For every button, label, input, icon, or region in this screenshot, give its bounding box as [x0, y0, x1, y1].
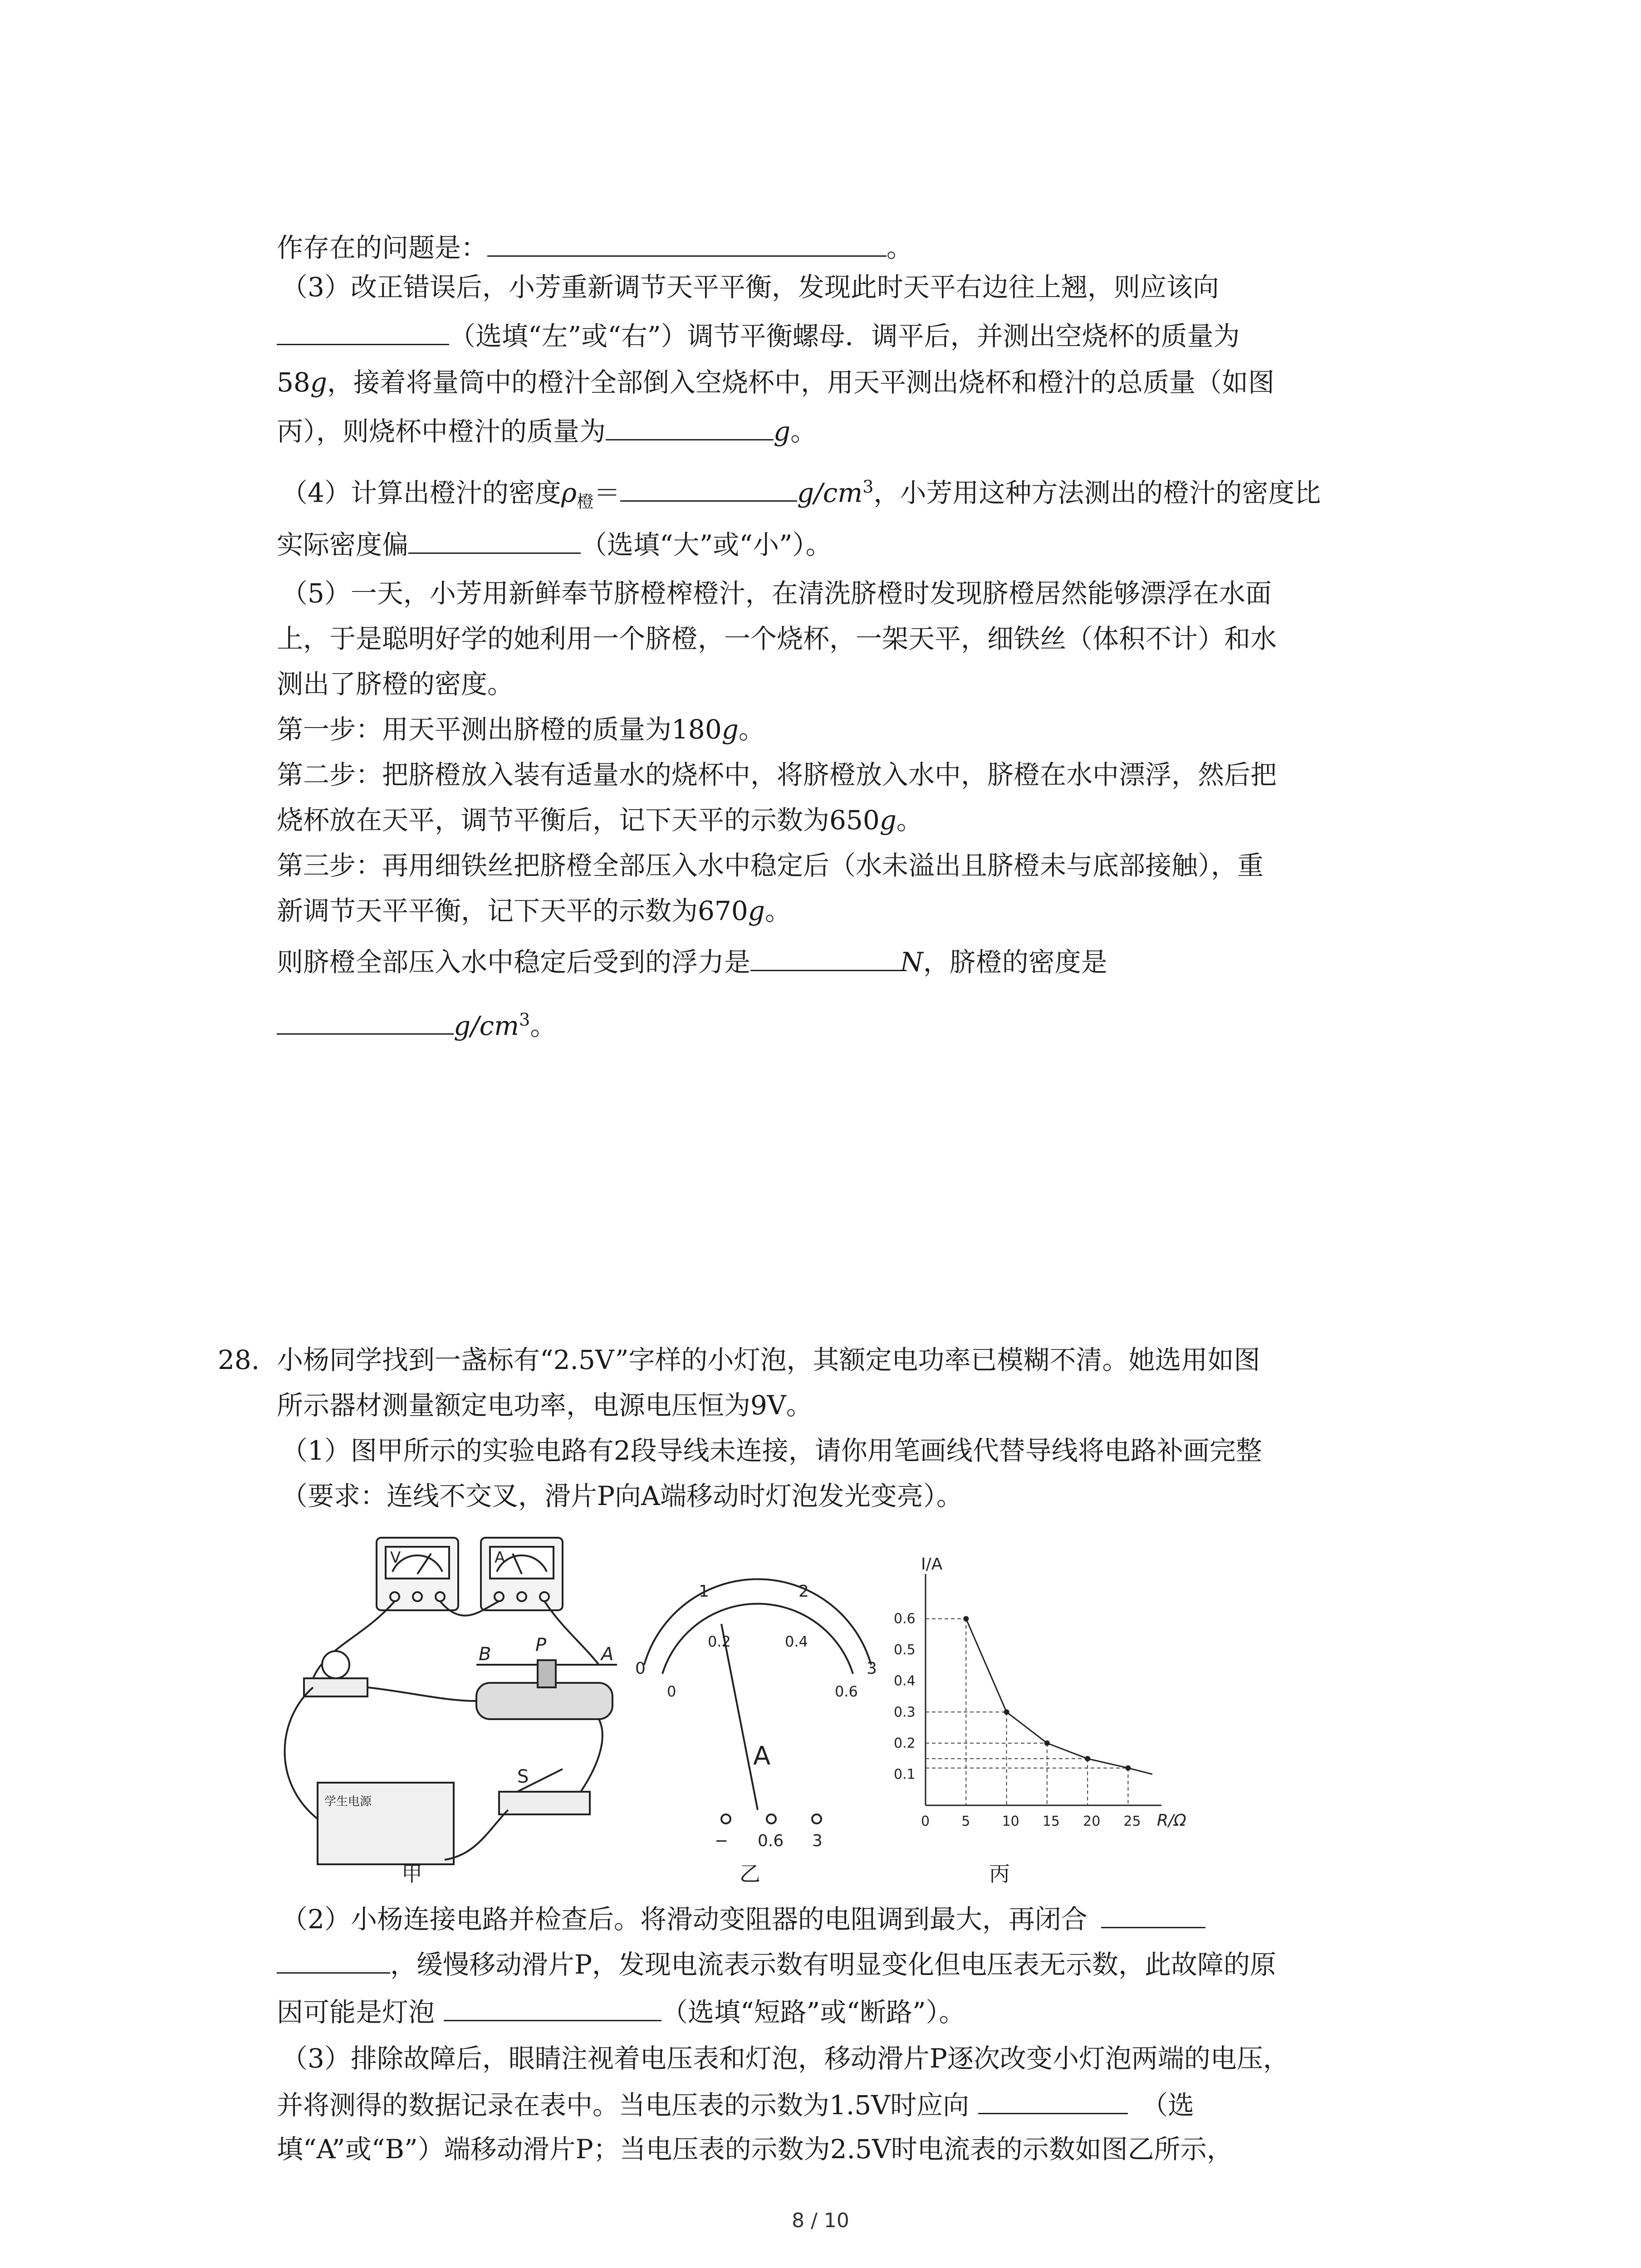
- answer-blank[interactable]: [606, 413, 774, 440]
- y-axis-label: I/A: [921, 1555, 943, 1574]
- q28-line-4: （要求：连线不交叉，滑片P向A端移动时灯泡发光变亮）。: [281, 1481, 963, 1511]
- ammeter-label: A: [495, 1549, 505, 1567]
- dial-unit: A: [753, 1741, 771, 1771]
- q27-line-16: 则脐橙全部压入水中稳定后受到的浮力是 N，脐橙的密度是: [277, 943, 1107, 979]
- caption-yi: 乙: [740, 1862, 760, 1886]
- q27-line-4: 58g，接着将量筒中的橙汁全部倒入空烧杯中，用天平测出烧杯和橙汁的总质量（如图: [277, 367, 1274, 398]
- q28-line-9: 并将测得的数据记录在表中。当电压表的示数为1.5V时应向 （选: [277, 2087, 1194, 2122]
- series-line: [966, 1619, 1152, 1774]
- rheostat-label-b: B: [479, 1644, 491, 1665]
- answer-blank[interactable]: [408, 526, 581, 554]
- q27-line-9: 上，于是聪明好学的她利用一个脐橙，一个烧杯，一架天平，细铁丝（体积不计）和水: [277, 623, 1277, 654]
- rheostat-label-p: P: [535, 1635, 547, 1656]
- ammeter-dial-figure: [644, 1579, 871, 1823]
- terminal-3: 3: [812, 1832, 823, 1850]
- answer-blank[interactable]: [277, 318, 449, 345]
- answer-blank[interactable]: [277, 1946, 390, 1974]
- dial-top-0: 0: [635, 1659, 646, 1678]
- question-number: 28.: [218, 1344, 260, 1375]
- q27-line-10: 测出了脐橙的密度。: [277, 669, 514, 699]
- answer-blank[interactable]: [750, 943, 900, 971]
- caption-bing: 丙: [989, 1862, 1010, 1886]
- x-tick-label: 10: [1002, 1813, 1019, 1829]
- q27-line-7: 实际密度偏 （选填“大”或“小”）。: [277, 526, 832, 562]
- x-tick-label: 25: [1123, 1813, 1141, 1829]
- dial-bottom-3: 0.6: [835, 1683, 858, 1700]
- q27-line-2: （3）改正错误后，小芳重新调节天平平衡，发现此时天平右边往上翘，则应该向: [281, 272, 1219, 303]
- q27-line-15: 新调节天平平衡，记下天平的示数为670g。: [277, 895, 791, 926]
- page-number: 8 / 10: [792, 2209, 849, 2232]
- y-tick-label: 0.3: [894, 1704, 916, 1721]
- answer-blank[interactable]: [487, 229, 887, 257]
- q27-line-8: （5）一天，小芳用新鲜奉节脐橙榨橙汁，在清洗脐橙时发现脐橙居然能够漂浮在水面: [281, 578, 1272, 609]
- terminal-0.6: 0.6: [758, 1832, 784, 1850]
- q27-line-6: （4）计算出橙汁的密度$\rho_橙= g/cm^3$，小芳用这种方法测出的橙汁的密度比: [281, 469, 1321, 519]
- q27-line-17: $g/cm^3$。: [277, 1002, 556, 1043]
- q27-line-1: 作存在的问题是： 。: [277, 229, 913, 265]
- x-tick-label: 15: [1042, 1813, 1060, 1829]
- dial-bottom-0: 0: [667, 1683, 676, 1700]
- y-tick-label: 0.6: [894, 1611, 916, 1627]
- bulb: [322, 1651, 349, 1678]
- dial-top-3: 3: [867, 1659, 877, 1678]
- rheostat-label-a: A: [601, 1644, 614, 1665]
- q27-line-5: 丙），则烧杯中橙汁的质量为 g。: [277, 413, 817, 449]
- figures-svg: [272, 1529, 1225, 1882]
- dial-bottom-1: 0.2: [708, 1633, 731, 1650]
- x-tick-label: 0: [921, 1813, 930, 1829]
- answer-blank[interactable]: [978, 2087, 1128, 2114]
- q28-line-3: （1）图甲所示的实验电路有2段导线未连接，请你用笔画线代替导线将电路补画完整: [281, 1435, 1262, 1466]
- dial-top-2: 2: [798, 1582, 809, 1601]
- y-tick-label: 0.1: [894, 1766, 916, 1783]
- y-tick-label: 0.2: [894, 1735, 916, 1751]
- switch: [499, 1792, 590, 1814]
- answer-blank[interactable]: [444, 1994, 661, 2021]
- dial-top-1: 1: [699, 1582, 709, 1601]
- q28-line-8: （3）排除故障后，眼睛注视着电压表和灯泡，移动滑片P逐次改变小灯泡两端的电压，: [281, 2043, 1289, 2074]
- bulb-base: [304, 1678, 367, 1696]
- answer-blank[interactable]: [1101, 1901, 1205, 1928]
- q28-line-2: 所示器材测量额定电功率，电源电压恒为9V。: [277, 1390, 813, 1421]
- answer-blank[interactable]: [277, 1007, 454, 1035]
- answer-blank[interactable]: [620, 474, 797, 502]
- caption-jia: 甲: [402, 1862, 422, 1886]
- q27-line-14: 第三步：再用细铁丝把脐橙全部压入水中稳定后（水未溢出且脐橙未与底部接触），重: [277, 850, 1264, 881]
- y-tick-label: 0.4: [894, 1673, 916, 1689]
- q28-line-5: （2）小杨连接电路并检查后。将滑动变阻器的电阻调到最大，再闭合: [281, 1901, 1205, 1936]
- power-supply-label: 学生电源: [324, 1795, 372, 1809]
- q27-line-3: （选填“左”或“右”）调节平衡螺母．调平后，并测出空烧杯的质量为: [277, 318, 1240, 353]
- q28-line-10: 填“A”或“B”）端移动滑片P；当电压表的示数为2.5V时电流表的示数如图乙所示，: [277, 2134, 1233, 2165]
- circuit-figure: [285, 1538, 617, 1864]
- x-axis-label: R/Ω: [1157, 1811, 1186, 1830]
- x-tick-label: 20: [1083, 1813, 1101, 1829]
- dial-bottom-2: 0.4: [785, 1633, 808, 1650]
- figure-row: [272, 1529, 1225, 1886]
- q27-line-11: 第一步：用天平测出脐橙的质量为180g。: [277, 714, 765, 745]
- q28-line-6: ，缓慢移动滑片P，发现电流表示数有明显变化但电压表无示数，此故障的原: [277, 1946, 1276, 1982]
- voltmeter-label: V: [390, 1549, 401, 1567]
- y-tick-label: 0.5: [894, 1642, 916, 1658]
- q28-line-1: 小杨同学找到一盏标有“2.5V”字样的小灯泡，其额定电功率已模糊不清。她选用如图: [277, 1344, 1260, 1375]
- q28-line-7: 因可能是灯泡 （选填“短路”或“断路”）。: [277, 1994, 965, 2029]
- q27-line-13: 烧杯放在天平，调节平衡后，记下天平的示数为650g。: [277, 805, 923, 836]
- i-r-graph: [894, 1555, 1186, 1830]
- terminal-minus: −: [715, 1832, 729, 1850]
- x-tick-label: 5: [961, 1813, 970, 1829]
- q27-line-12: 第二步：把脐橙放入装有适量水的烧杯中，将脐橙放入水中，脐橙在水中漂浮，然后把: [277, 759, 1277, 790]
- switch-label: S: [517, 1766, 529, 1787]
